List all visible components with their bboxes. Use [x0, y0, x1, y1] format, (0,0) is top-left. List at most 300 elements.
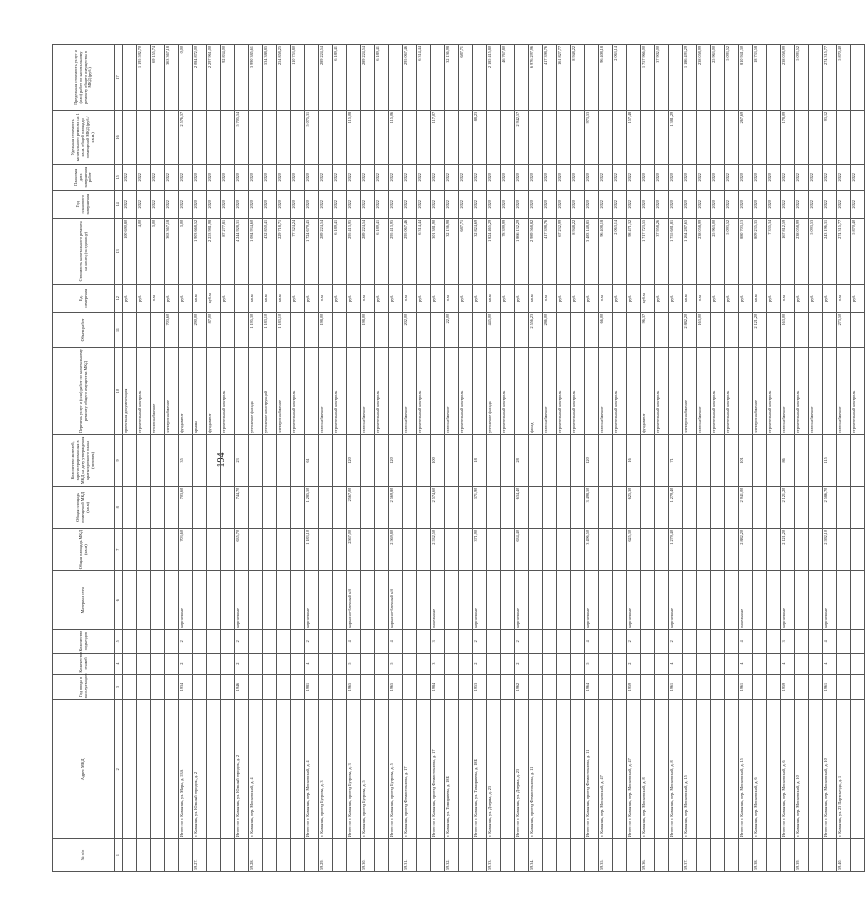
cell-unit: руб. [473, 284, 487, 312]
cell-no [655, 839, 669, 872]
cell-y2: 2020 [501, 164, 515, 190]
column-header: Год планового завершения [53, 190, 115, 218]
cell-y2: 2022 [431, 164, 445, 190]
cell-entr [697, 630, 711, 653]
cell-cost: 1 084 934,60 [249, 218, 263, 284]
cell-vol: 202,00 [403, 312, 417, 347]
cell-cost: 1 903 668,52 [193, 218, 207, 284]
cell-vol [585, 312, 599, 347]
cell-resid [683, 435, 697, 487]
cell-y1: 2020 [235, 190, 249, 218]
cell-spec: 117,07 [431, 110, 445, 164]
table-row [711, 45, 725, 872]
cell-unit: кв.м [683, 284, 697, 312]
cell-wall [151, 571, 165, 630]
cell-area2: 2 121,20 [781, 486, 795, 528]
cell-resid [613, 435, 627, 487]
cell-no [137, 839, 151, 872]
cell-area2 [193, 486, 207, 528]
cell-work [235, 348, 249, 435]
cell-cost: 5 870,40 [851, 218, 865, 284]
cell-entr [459, 630, 473, 653]
cell-vol [739, 312, 753, 347]
cell-resid [851, 435, 865, 487]
cell-cost: 687,71 [459, 218, 473, 284]
cell-no: 59.28. [249, 839, 263, 872]
cell-year [529, 674, 543, 700]
cell-y2: 2022 [473, 164, 487, 190]
table-row [655, 45, 669, 872]
cell-entr [165, 630, 179, 653]
column-index: 15 [115, 164, 123, 190]
cell-vol [501, 312, 515, 347]
cell-spec [459, 110, 473, 164]
table-row [739, 45, 753, 872]
cell-spec [137, 110, 151, 164]
cell-year [711, 674, 725, 700]
cell-area2 [543, 486, 557, 528]
column-index: 13 [115, 218, 123, 284]
table-row [291, 45, 305, 872]
cell-vol: 198,00 [319, 312, 333, 347]
cell-wall [445, 571, 459, 630]
cell-floors: 5 [585, 653, 599, 674]
cell-no: 59.35. [599, 839, 613, 872]
cell-no [823, 839, 837, 872]
cell-unit: п.м [781, 284, 795, 312]
cell-cost: 880 703,13 [739, 218, 753, 284]
cell-spec: 2 576,57 [179, 110, 193, 164]
cell-vol [851, 312, 865, 347]
cell-unit [235, 284, 249, 312]
cell-cost: 1 866 132,29 [515, 218, 529, 284]
cell-y1: 2020 [571, 190, 585, 218]
cell-vol [151, 312, 165, 347]
cell-spec: 178,09 [781, 110, 795, 164]
cell-resid: 86 [781, 435, 795, 487]
cell-wall [221, 571, 235, 630]
cell-unit: руб. [557, 284, 571, 312]
column-index: 17 [115, 45, 123, 111]
cell-area [361, 529, 375, 571]
cell-entr [557, 630, 571, 653]
cell-floors: 5 [389, 653, 403, 674]
cell-limit: 1 757 966,00 [641, 45, 655, 111]
cell-resid [193, 435, 207, 487]
cell-vol [809, 312, 823, 347]
cell-address [809, 700, 823, 839]
cell-year [291, 674, 305, 700]
cell-y2: 2020 [193, 164, 207, 190]
cell-y2: 2022 [599, 164, 613, 190]
table-row [697, 45, 711, 872]
cell-year [361, 674, 375, 700]
cell-year [375, 674, 389, 700]
cell-y1: 2022 [319, 190, 333, 218]
cell-area2 [795, 486, 809, 528]
cell-year [221, 674, 235, 700]
cell-year: 1984 [431, 674, 445, 700]
cell-unit: кв.м [249, 284, 263, 312]
cell-floors [333, 653, 347, 674]
cell-vol [375, 312, 389, 347]
cell-year: 1965 [389, 674, 403, 700]
cell-spec [123, 110, 137, 164]
cell-wall: каркасно-блочный к/б [389, 571, 403, 630]
cell-vol [823, 312, 837, 347]
cell-area [711, 529, 725, 571]
cell-floors [375, 653, 389, 674]
cell-unit: руб. [165, 284, 179, 312]
cell-address: Итого по г. Камызяк, ул. Южный городок, д. 2 [235, 700, 249, 839]
table-row [389, 45, 403, 872]
cell-limit: 417 398,76 [543, 45, 557, 111]
cell-entr [599, 630, 613, 653]
cell-year [123, 674, 137, 700]
cell-unit: п.м [151, 284, 165, 312]
cell-unit: кв.м [487, 284, 501, 312]
cell-y1: 2022 [837, 190, 851, 218]
cell-address: Итого по г. Камызяк, пер. Московский, д. 47 [627, 700, 641, 839]
column-index: 3 [115, 674, 123, 700]
cell-limit: 1 195 592,70 [137, 45, 151, 111]
cell-work: строительный контроль [375, 348, 389, 435]
cell-year [151, 674, 165, 700]
cell-entr [263, 630, 277, 653]
cell-area2 [151, 486, 165, 528]
column-index: 12 [115, 284, 123, 312]
cell-unit: руб. [809, 284, 823, 312]
cell-floors [795, 653, 809, 674]
cell-y2: 2020 [641, 164, 655, 190]
cell-floors [711, 653, 725, 674]
table-row [487, 45, 501, 872]
cell-floors [725, 653, 739, 674]
cell-y2: 2022 [375, 164, 389, 190]
cell-y1: 2022 [137, 190, 151, 218]
cell-year [445, 674, 459, 700]
cell-unit: п.м [543, 284, 557, 312]
cell-vol: 163,00 [697, 312, 711, 347]
table-row [781, 45, 795, 872]
cell-vol [725, 312, 739, 347]
cell-spec [445, 110, 459, 164]
cell-area: 635,70 [235, 529, 249, 571]
cell-floors: 4 [739, 653, 753, 674]
cell-wall [361, 571, 375, 630]
cell-spec: 973,53 [585, 110, 599, 164]
cell-year [165, 674, 179, 700]
cell-entr [417, 630, 431, 653]
cell-unit: руб. [389, 284, 403, 312]
cell-entr: 4 [389, 630, 403, 653]
cell-y2: 2022 [445, 164, 459, 190]
cell-limit: 0,00 [179, 45, 193, 111]
cell-y2: 2020 [655, 164, 669, 190]
column-index: 11 [115, 312, 123, 347]
cell-address [501, 700, 515, 839]
cell-address [291, 700, 305, 839]
cell-wall: кирпичные [669, 571, 683, 630]
cell-wall [333, 571, 347, 630]
cell-vol [291, 312, 305, 347]
cell-limit: 238 058,99 [697, 45, 711, 111]
cell-y2: 2020 [221, 164, 235, 190]
cell-y2: 2022 [319, 164, 333, 190]
cell-address [459, 700, 473, 839]
cell-spec: 88,23 [473, 110, 487, 164]
cell-resid [403, 435, 417, 487]
cell-resid [599, 435, 613, 487]
cell-y1: 2020 [585, 190, 599, 218]
cell-area2 [711, 486, 725, 528]
cell-address: Итого по г. Камызяк, пер. Московский, д. 15 [739, 700, 753, 839]
cell-area: 1 279,40 [669, 529, 683, 571]
table-row [767, 45, 781, 872]
table-row [557, 45, 571, 872]
cell-limit [515, 45, 529, 111]
cell-wall [291, 571, 305, 630]
cell-area [795, 529, 809, 571]
cell-vol: 198,00 [361, 312, 375, 347]
cell-area [207, 529, 221, 571]
cell-spec [319, 110, 333, 164]
cell-year [403, 674, 417, 700]
cell-address: Итого по г. Камызяк, пер. Московский, д. 6 [781, 700, 795, 839]
cell-resid [487, 435, 501, 487]
cell-y2: 2020 [529, 164, 543, 190]
cell-address [277, 700, 291, 839]
cell-floors [557, 653, 571, 674]
cell-area: 2 121,20 [781, 529, 795, 571]
cell-area [291, 529, 305, 571]
cell-limit: 6 314,44 [417, 45, 431, 111]
cell-y1: 2020 [221, 190, 235, 218]
cell-work [739, 348, 753, 435]
cell-address [851, 700, 865, 839]
cell-vol [417, 312, 431, 347]
cell-resid [319, 435, 333, 487]
cell-unit: куб.м [207, 284, 221, 312]
cell-address: Итого по г. Камызяк, ул. Тимирязева, д. 18Б [473, 700, 487, 839]
cell-no: 59.32. [445, 839, 459, 872]
cell-floors [613, 653, 627, 674]
cell-area2 [487, 486, 501, 528]
cell-y2: 2022 [613, 164, 627, 190]
cell-floors [291, 653, 305, 674]
cell-area2 [529, 486, 543, 528]
cell-work [823, 348, 837, 435]
cell-area [137, 529, 151, 571]
cell-no [515, 839, 529, 872]
cell-entr: 3 [781, 630, 795, 653]
cell-area [221, 529, 235, 571]
cell-y2: 2022 [123, 164, 137, 190]
cell-wall [613, 571, 627, 630]
cell-limit [585, 45, 599, 111]
cell-work: электроснабжение [277, 348, 291, 435]
cell-limit: 254 858,25 [277, 45, 291, 111]
cell-vol [795, 312, 809, 347]
cell-floors [193, 653, 207, 674]
cell-unit: п.м [403, 284, 417, 312]
cell-vol: 66,00 [599, 312, 613, 347]
cell-area [417, 529, 431, 571]
cell-y2: 2020 [683, 164, 697, 190]
column-header: Количество этажей [53, 653, 115, 674]
cell-y2: 2020 [207, 164, 221, 190]
column-header: Количество подъездов [53, 630, 115, 653]
table-row [459, 45, 473, 872]
cell-vol [347, 312, 361, 347]
cell-year: 1981 [305, 674, 319, 700]
cell-area [571, 529, 585, 571]
column-header: № п/п [53, 839, 115, 872]
cell-y1: 2020 [207, 190, 221, 218]
cell-address [333, 700, 347, 839]
cell-address: Итого по г. Камызяк, проезд Бугрова, д. 3 [347, 700, 361, 839]
cell-floors [221, 653, 235, 674]
cell-entr: 2 [669, 630, 683, 653]
cell-area [445, 529, 459, 571]
cell-area2 [263, 486, 277, 528]
cell-floors [487, 653, 501, 674]
cell-resid [501, 435, 515, 487]
cell-y2: 2022 [851, 164, 865, 190]
column-header: Количество жителей, зарегистрированных в МКД на дату утверждения краткосрочного плана (человек) [53, 435, 115, 487]
cell-wall [417, 571, 431, 630]
cell-floors [249, 653, 263, 674]
cell-area [277, 529, 291, 571]
cell-no: 59.39. [795, 839, 809, 872]
cell-spec [767, 110, 781, 164]
cell-address [725, 700, 739, 839]
cell-work [627, 348, 641, 435]
cell-entr [725, 630, 739, 653]
cell-y2: 2022 [151, 164, 165, 190]
cell-limit: 2 185 415,80 [487, 45, 501, 111]
cell-area [613, 529, 627, 571]
cell-y2: 2022 [823, 164, 837, 190]
cell-unit: п.м [445, 284, 459, 312]
cell-address: Итого по г. Камызяк, проезд Бугрова, д. 5 [389, 700, 403, 839]
cell-floors [137, 653, 151, 674]
cell-limit: 69 155,74 [151, 45, 165, 111]
cell-wall [123, 571, 137, 630]
cell-vol: 1 183,10 [277, 312, 291, 347]
cell-vol [767, 312, 781, 347]
table-row [585, 45, 599, 872]
cell-floors [571, 653, 585, 674]
cell-unit: руб. [711, 284, 725, 312]
cell-resid: 120 [347, 435, 361, 487]
cell-entr [501, 630, 515, 653]
cell-address: г. Камызяк, проезд Бугрова, д. 3 [319, 700, 333, 839]
cell-no [305, 839, 319, 872]
cell-unit: кв.м [193, 284, 207, 312]
cell-area [543, 529, 557, 571]
cell-entr [403, 630, 417, 653]
table-row [431, 45, 445, 872]
cell-no [557, 839, 571, 872]
cell-area2 [501, 486, 515, 528]
table-row [347, 45, 361, 872]
cell-y1: 2020 [487, 190, 501, 218]
cell-resid: 18 [473, 435, 487, 487]
cell-address: г. Камызяк, ул. Дзержа, д. 23 [487, 700, 501, 839]
cell-resid: 35 [179, 435, 193, 487]
cell-vol: 2 556,23 [529, 312, 543, 347]
cell-y1: 2022 [459, 190, 473, 218]
cell-work: строительный контроль [795, 348, 809, 435]
cell-year [837, 674, 851, 700]
cell-vol [473, 312, 487, 347]
cell-y2: 2020 [543, 164, 557, 190]
cell-entr [529, 630, 543, 653]
cell-vol: 445,00 [487, 312, 501, 347]
cell-wall: кирпичные [627, 571, 641, 630]
cell-limit: 6 189,41 [333, 45, 347, 111]
cell-wall [375, 571, 389, 630]
cell-area [249, 529, 263, 571]
cell-cost: 6 189,41 [375, 218, 389, 284]
cell-cost: 77 324,24 [291, 218, 305, 284]
cell-wall [809, 571, 823, 630]
cell-work [515, 348, 529, 435]
cell-resid: 100 [431, 435, 445, 487]
cell-limit: 6 976 297,96 [529, 45, 543, 111]
cell-y1: 2020 [557, 190, 571, 218]
cell-wall: кирпичные [473, 571, 487, 630]
cell-floors [165, 653, 179, 674]
cell-limit: 37 902,00 [655, 45, 669, 111]
cell-entr [613, 630, 627, 653]
cell-cost: 301 381,90 [431, 218, 445, 284]
cell-no [431, 839, 445, 872]
cell-cost: 67 232,99 [557, 218, 571, 284]
cell-spec [599, 110, 613, 164]
cell-spec: 93,12 [823, 110, 837, 164]
cell-spec [249, 110, 263, 164]
cell-address: г. Камызяк, пер. Московский, д. 10 [795, 700, 809, 839]
column-header: Стоимость капитального ремонта на конец (за единицу) [53, 218, 115, 284]
cell-work: газоснабжение [445, 348, 459, 435]
cell-area [557, 529, 571, 571]
cell-unit: руб. [291, 284, 305, 312]
cell-no [263, 839, 277, 872]
cell-wall [767, 571, 781, 630]
cell-address: г. Камызяк, пер. Московский, д. 6 [753, 700, 767, 839]
cell-address: г. Камызяк, проезд Фемистоклова, д. 11 [529, 700, 543, 839]
cell-area [753, 529, 767, 571]
cell-no [739, 839, 753, 872]
cell-wall [277, 571, 291, 630]
cell-year: 1953 [473, 674, 487, 700]
cell-year [795, 674, 809, 700]
cell-entr [193, 630, 207, 653]
cell-unit: руб. [333, 284, 347, 312]
cell-resid [417, 435, 431, 487]
cell-resid [753, 435, 767, 487]
cell-unit: куб.м [641, 284, 655, 312]
cell-wall [795, 571, 809, 630]
cell-spec [683, 110, 697, 164]
cell-cost: 6 189,41 [333, 218, 347, 284]
table-row [361, 45, 375, 872]
table-row [851, 45, 865, 872]
cell-area [529, 529, 543, 571]
cell-unit: руб. [739, 284, 753, 312]
